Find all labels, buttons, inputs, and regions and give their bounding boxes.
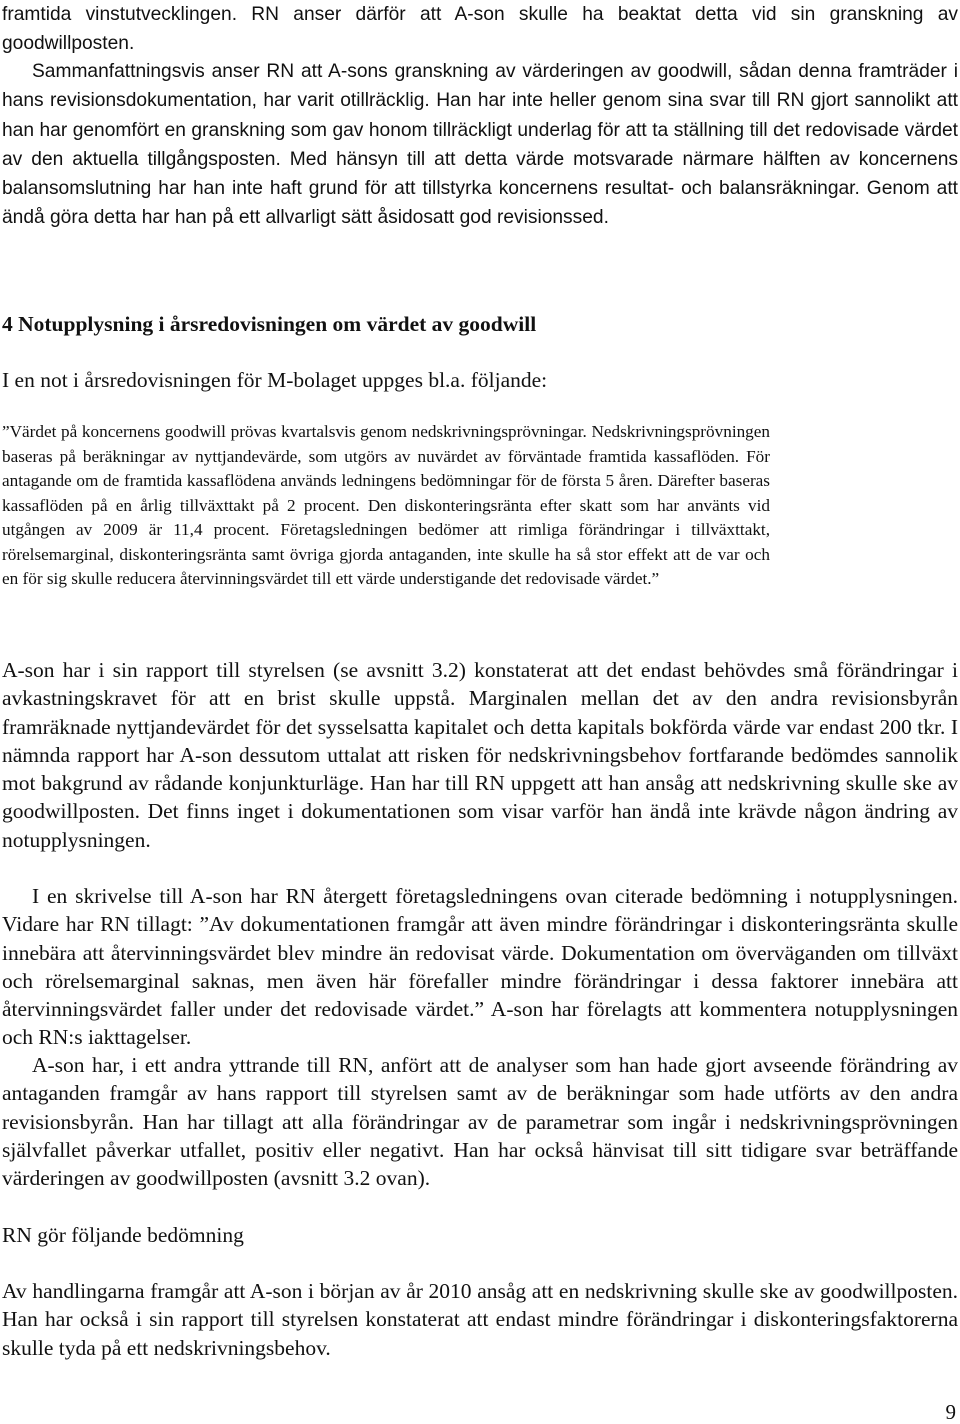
paragraph-assessment: Av handlingarna framgår att A-son i början av år 2010 ansåg att en nedskrivning skulle ske av goodwillposten. Han har också i sin rapport till styrelsen konstaterat att endast mindre förändringar i diskonteringsfaktorerna skulle tyda på ett nedskrivningsbehov. [2, 1279, 958, 1360]
paragraph-continuation: framtida vinstutvecklingen. RN anser därför att A-son skulle ha beaktat detta vid sin granskning av goodwillposten. [2, 4, 958, 55]
note-quote: ”Värdet på koncernens goodwill prövas kvartalsvis genom nedskrivningsprövningar. Nedskrivningsprövningen baseras på beräkningar av nyttjandevärde, som utgörs av nuvärdet av förväntade framtida kassaflöden. För antagande om de framtida kassaflödena används ledningens bedömningar för de första 5 åren. Därefter baseras kassaflöden på en årlig tillväxttakt på 2 procent. Den diskonteringsränta efter skatt som har använts vid utgången av 2009 är 11,4 procent. Företagsledningen bedömer att rimliga förändringar i tillväxttakt, rörelsemarginal, diskonteringsränta samt övriga gjorda antaganden, inte skulle ha så stor effekt att de var och en för sig skulle reducera återvinningsvärdet till ett värde understigande det redovisade värdet.” [2, 422, 770, 588]
assessment-subheading: RN gör följande bedömning [2, 1223, 244, 1247]
paragraph-letter: I en skrivelse till A-son har RN återgett företagsledningens ovan citerade bedömning i notupplysningen. Vidare har RN tillagt: ”Av dokumentationen framgår att även mindre förändringar i diskonteringsränta skulle innebära att återvinningsvärdet blev mindre än redovisat värde. Dokumentation om överväganden om tillväxt och rörelsemarginal saknas, men även här förefaller mindre förändringar i dessa faktorer innebära att återvinningsvärdet faller under det redovisade värdet.” A-son har förelagts att kommentera notupplysningen och RN:s iakttagelser. [2, 884, 958, 1050]
page-number: 9 [945, 1400, 956, 1424]
paragraph-report: A-son har i sin rapport till styrelsen (se avsnitt 3.2) konstaterat att det endast behövdes små förändringar i avkastningskravet för att en brist skulle uppstå. Marginalen mellan det av den andra revisionsbyrån framräknade nyttjandevärdet för det sysselsatta kapitalet och detta kapitals bokförda värde var endast 200 tkr. I nämnda rapport har A-son dessutom uttalat att risken för nedskrivningsbehov fortfarande bedömdes sannolik mot bakgrund av rådande konjunkturläge. Han har till RN uppgett att han ansåg att nedskrivning skulle ske av goodwillposten. Det finns inget i dokumentationen som visar varför han ändå inte krävde någon ändring av notupplysningen. [2, 658, 958, 852]
paragraph-summary: Sammanfattningsvis anser RN att A-sons granskning av värderingen av goodwill, sådan denna framträder i hans revisionsdokumentation, har varit otillräcklig. Han har inte heller genom sina svar till RN gjort sannolikt att han har genomfört en granskning som gav honom tillräckligt underlag för att ta ställning till det redovisade värdet av den aktuella tillgångsposten. Med hänsyn till att detta värde motsvarade närmare hälften av koncernens balansomslutning har han inte haft grund för att tillstyrka koncernens resultat- och balansräkningar. Genom att ändå göra detta har han på ett allvarligt sätt åsidosatt god revisionssed. [2, 61, 958, 229]
paragraph-second-statement: A-son har, i ett andra yttrande till RN, anfört att de analyser som han hade gjort avseende förändring av antaganden framgår av hans rapport till styrelsen samt av de beräkningar som hade utförts av den andra revisionsbyrån. Han har tillagt att alla förändringar av de parametrar som ingår i nedskrivningsprövningen självfallet påverkar utfallet, positiv eller negativt. Han har också hänvisat till sitt tidigare svar beträffande värderingen av goodwillposten (avsnitt 3.2 ovan). [2, 1053, 958, 1191]
note-intro: I en not i årsredovisningen för M-bolaget uppges bl.a. följande: [2, 368, 548, 392]
section-heading: 4 Notupplysning i årsredovisningen om värdet av goodwill [2, 312, 537, 336]
